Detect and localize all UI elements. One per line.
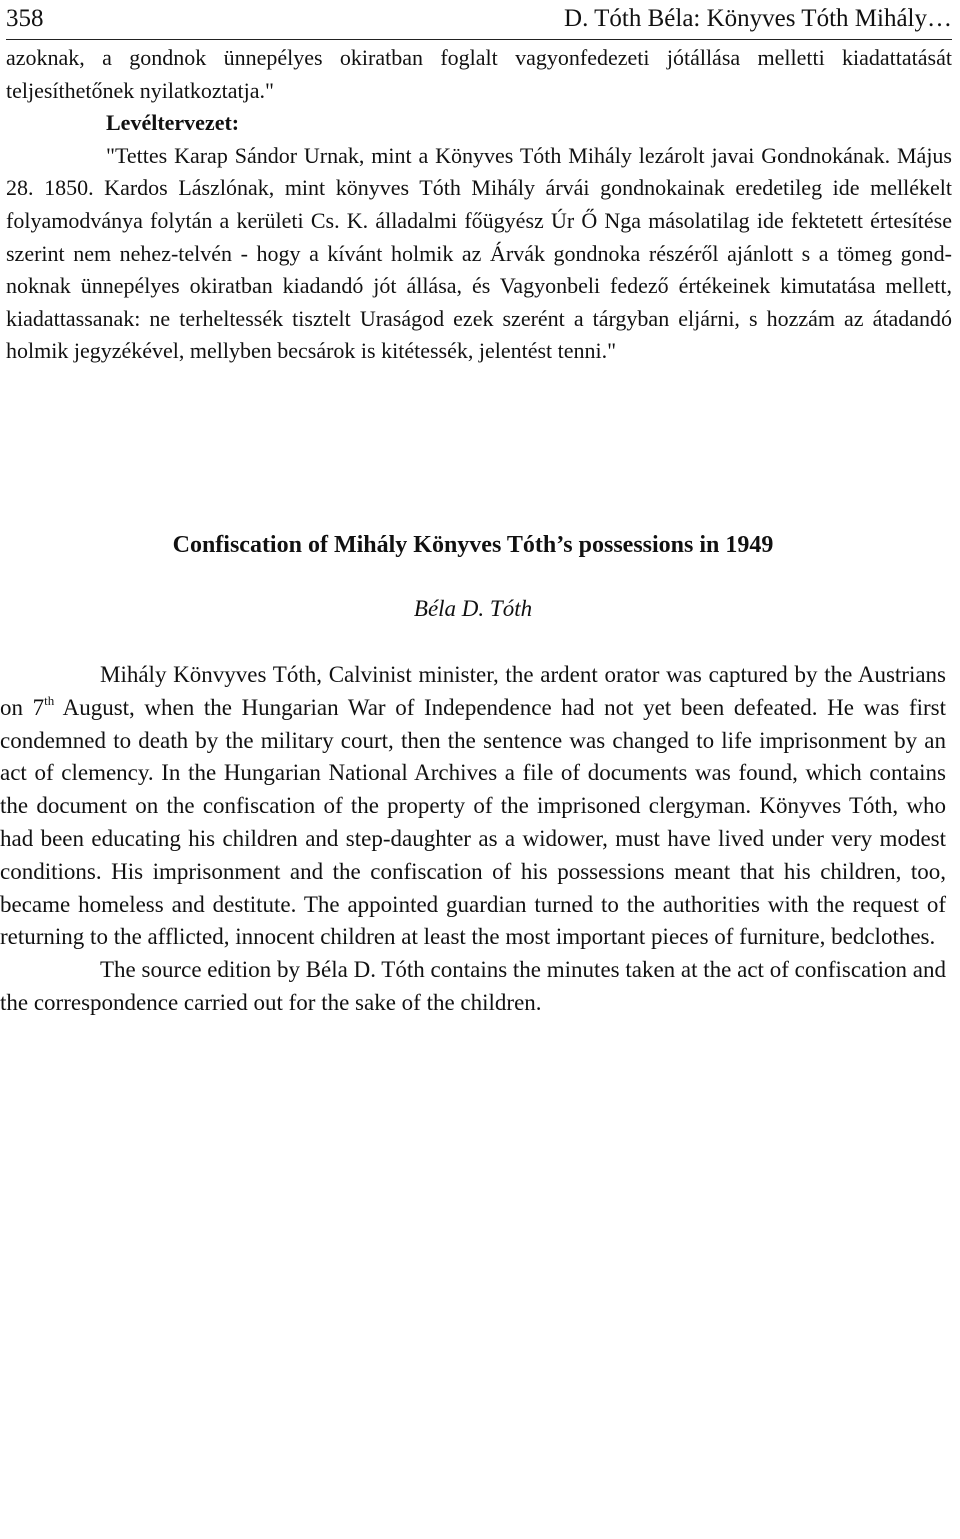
abstract-paragraph-1-start: Mihály Könvyves Tóth, Calvinist minister, the ardent orator was captured by the Austrians on 7 — [0, 662, 946, 720]
running-title: D. Tóth Béla: Könyves Tóth Mihály… — [564, 5, 952, 32]
abstract-title: Confiscation of Mihály Könyves Tóth’s possessions in 1949 — [172, 532, 774, 558]
abstract-paragraph-2: The source edition by Béla D. Tóth contains the minutes taken at the act of confiscation and the correspondence carried out for the sake of the children. — [0, 957, 946, 1015]
document-page — [6, 0, 952, 368]
ordinal-suffix: th — [44, 692, 55, 708]
letter-draft-heading: Levéltervezet: — [106, 110, 240, 136]
running-header — [6, 0, 952, 40]
continuation-paragraph: azoknak, a gondnok ünnepélyes okiratban foglalt vagyonfedezeti jótállása melletti kiadattatását teljesíthetőnek nyilatkoztatja." — [6, 45, 952, 103]
abstract-paragraph-1 — [0, 659, 946, 954]
abstract-author: Béla D. Tóth — [413, 596, 533, 621]
abstract-body — [0, 659, 946, 1020]
abstract-paragraph-1-rest: August, when the Hungarian War of Independence had not yet been defeated. He was first condemned to death by the military court, then the sentence was changed to life imprisonment by an act of clemency. In the Hungarian National Archives a file of documents was found, which contains the document on the confiscation of the property of the imprisoned clergyman. Könyves Tóth, who had been educating his children and step-daughter as a widower, must have lived under very modest conditions. His imprisonment and the confiscation of his possessions meant that his children, too, became homeless and destitute. The appointed guardian turned to the authorities with the request of returning to the afflicted, innocent children at least the most important pieces of furniture, bedclothes. — [0, 694, 946, 950]
page-number: 358 — [6, 5, 44, 32]
letter-draft-text: "Tettes Karap Sándor Urnak, mint a Könyves Tóth Mihály lezárolt javai Gondnokának. Május 28. 1850. Kardos Lászlónak, mint könyves Tóth Mihály árvái gondnokainak eredetileg ide mellékelt folyamodványa folytán a kerületi Cs. K. álladalmi főügyész Úr Ő Nga másolatilag ide fektetett értesítése szerint nem nehez-telvén - hogy a kívánt holmik az Árvák gondnoka részéről ajánlott s a tömeg gond-noknak ünnepélyes okiratban kiadandó jót állása, és Vagyonbeli fedező értékeinek kimutatása mellett, kiadattassanak: ne terheltessék tisztelt Uraságod ezek szerént a tárgyban eljárni, s hozzám az átadandó holmik jegyzékével, mellyben becsárok is kitétessék, jelentést tenni." — [6, 142, 952, 364]
hungarian-source-text — [6, 42, 952, 368]
